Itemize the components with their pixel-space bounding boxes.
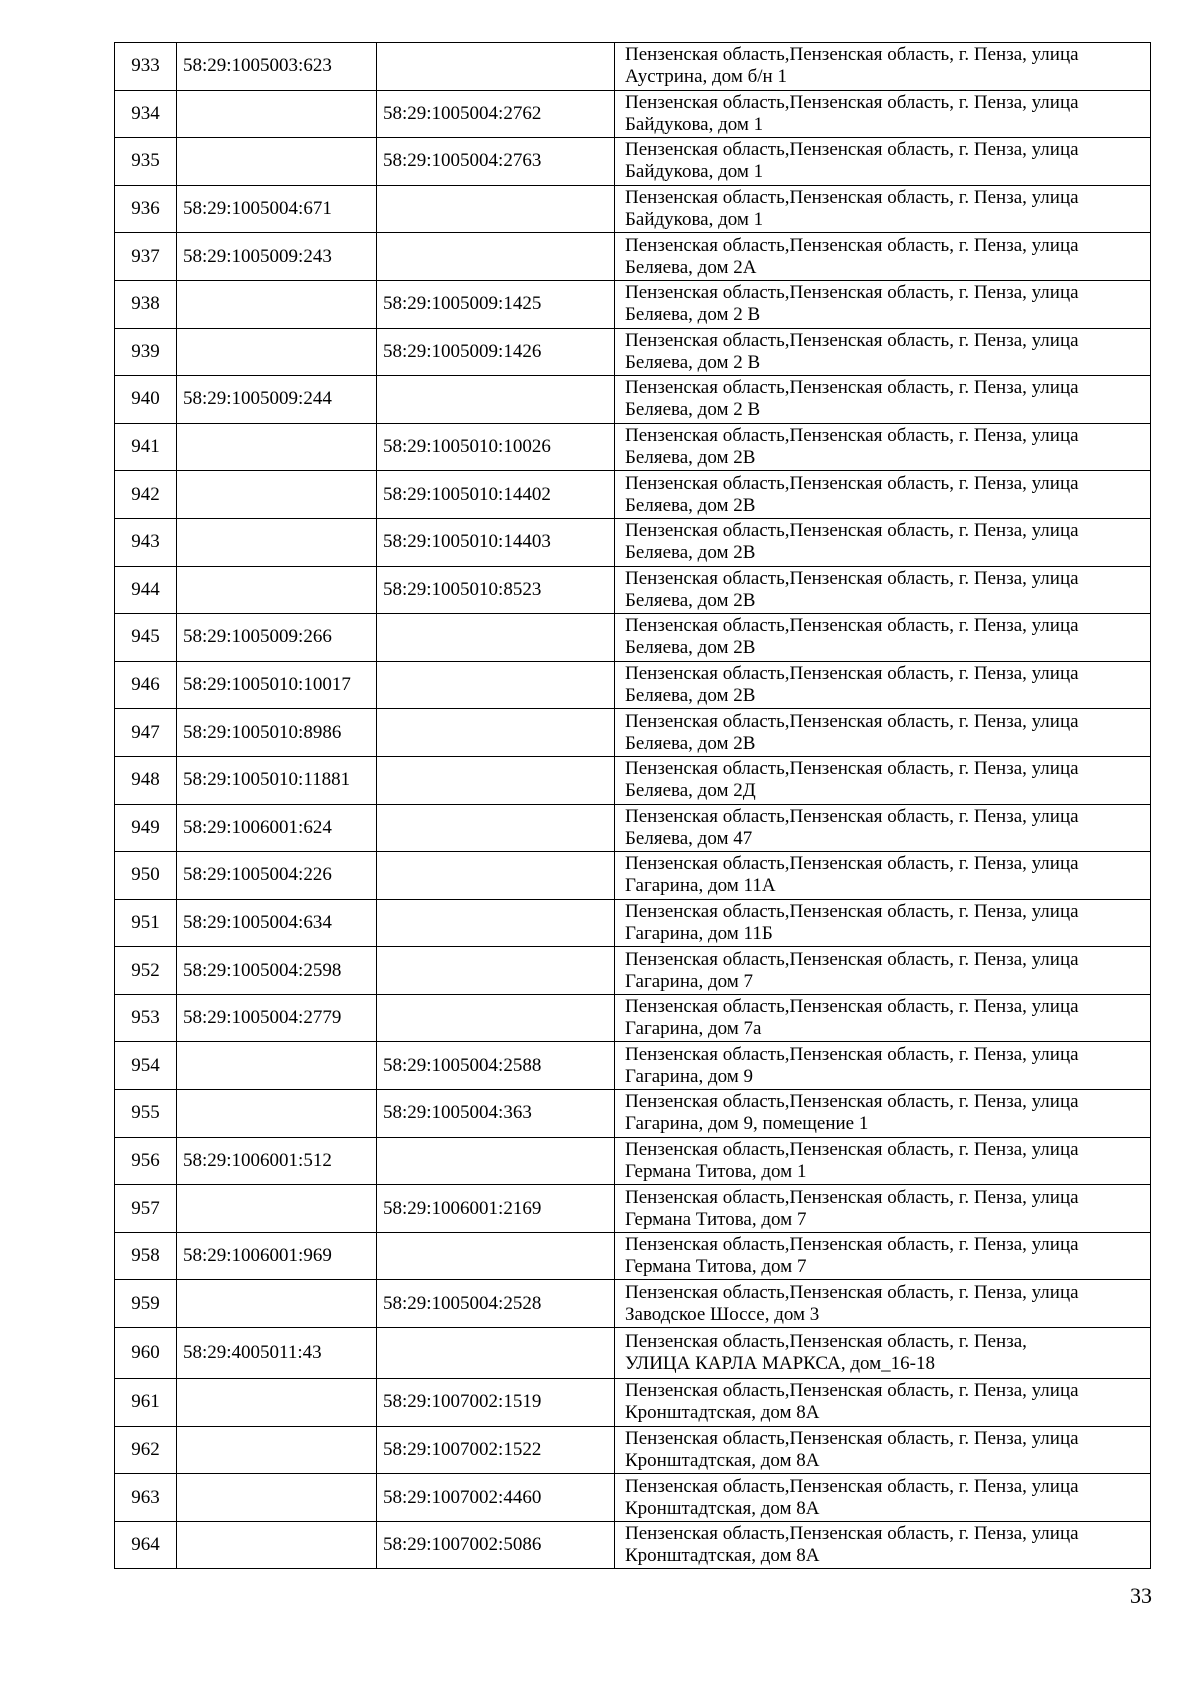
cadastral-number-a-cell: 58:29:1005009:244 xyxy=(177,376,377,424)
address-line-2: УЛИЦА КАРЛА МАРКСА, дом_16-18 xyxy=(625,1353,935,1375)
address-line-2: Беляева, дом 2В xyxy=(625,589,756,611)
address-cell xyxy=(615,138,1151,186)
address-line-2: Кронштадтская, дом 8А xyxy=(625,1402,820,1424)
cadastral-number-a-cell: 58:29:1006001:624 xyxy=(177,804,377,852)
cadastral-number-b-cell: 58:29:1006001:2169 xyxy=(377,1185,615,1233)
address-line-2: Германа Титова, дом 1 xyxy=(625,1160,807,1182)
address-cell xyxy=(615,1280,1151,1328)
address-cell xyxy=(615,185,1151,233)
address-cell xyxy=(615,43,1151,91)
address-line-2: Беляева, дом 2В xyxy=(625,542,756,564)
cadastral-number-a-cell xyxy=(177,566,377,614)
row-number-cell: 960 xyxy=(115,1328,177,1379)
address-cell xyxy=(615,1185,1151,1233)
address-line-2: Байдукова, дом 1 xyxy=(625,113,764,135)
address-cell xyxy=(615,376,1151,424)
address-line-2: Аустрина, дом б/н 1 xyxy=(625,66,787,88)
cadastral-number-a-cell xyxy=(177,1280,377,1328)
cadastral-number-b-cell xyxy=(377,661,615,709)
table-row xyxy=(115,804,1151,852)
address-line-2: Беляева, дом 2 В xyxy=(625,304,761,326)
cadastral-number-b-cell xyxy=(377,947,615,995)
row-number-cell: 957 xyxy=(115,1185,177,1233)
row-number-cell: 939 xyxy=(115,328,177,376)
cadastral-number-b-cell: 58:29:1005004:2763 xyxy=(377,138,615,186)
cadastral-number-a-cell: 58:29:1005004:2598 xyxy=(177,947,377,995)
cadastral-number-b-cell: 58:29:1007002:1522 xyxy=(377,1426,615,1474)
address-line-1: Пензенская область,Пензенская область, г. Пенза, улица xyxy=(625,44,1079,66)
address-cell xyxy=(615,899,1151,947)
cadastral-number-b-cell: 58:29:1005004:2588 xyxy=(377,1042,615,1090)
cadastral-number-a-cell: 58:29:1006001:512 xyxy=(177,1137,377,1185)
address-line-2: Германа Титова, дом 7 xyxy=(625,1256,807,1278)
table-row xyxy=(115,423,1151,471)
address-cell xyxy=(615,1426,1151,1474)
cadastral-number-b-cell: 58:29:1005010:14403 xyxy=(377,518,615,566)
cadastral-number-a-cell xyxy=(177,1474,377,1522)
table-row xyxy=(115,661,1151,709)
cadastral-number-a-cell xyxy=(177,138,377,186)
cadastral-number-a-cell xyxy=(177,1090,377,1138)
table-row xyxy=(115,185,1151,233)
cadastral-number-b-cell xyxy=(377,852,615,900)
cadastral-number-a-cell xyxy=(177,1521,377,1569)
table-row xyxy=(115,1474,1151,1522)
row-number-cell: 949 xyxy=(115,804,177,852)
table-row xyxy=(115,138,1151,186)
address-cell xyxy=(615,947,1151,995)
cadastral-number-b-cell xyxy=(377,614,615,662)
address-line-1: Пензенская область,Пензенская область, г. Пенза, улица xyxy=(625,567,1079,589)
cadastral-number-b-cell: 58:29:1005010:10026 xyxy=(377,423,615,471)
address-line-2: Беляева, дом 2В xyxy=(625,637,756,659)
cadastral-number-a-cell: 58:29:1005010:8986 xyxy=(177,709,377,757)
table-row xyxy=(115,328,1151,376)
address-cell xyxy=(615,756,1151,804)
cadastral-number-b-cell xyxy=(377,709,615,757)
address-line-1: Пензенская область,Пензенская область, г. Пенза, улица xyxy=(625,472,1079,494)
address-line-1: Пензенская область,Пензенская область, г. Пенза, улица xyxy=(625,1281,1079,1303)
cadastral-number-a-cell: 58:29:1005009:243 xyxy=(177,233,377,281)
address-cell xyxy=(615,852,1151,900)
address-line-1: Пензенская область,Пензенская область, г. Пенза, улица xyxy=(625,710,1079,732)
cadastral-number-a-cell: 58:29:1006001:969 xyxy=(177,1232,377,1280)
row-number-cell: 936 xyxy=(115,185,177,233)
row-number-cell: 937 xyxy=(115,233,177,281)
address-line-1: Пензенская область,Пензенская область, г. Пенза, улица xyxy=(625,900,1079,922)
address-line-2: Беляева, дом 2 В xyxy=(625,351,761,373)
table-row xyxy=(115,90,1151,138)
address-line-1: Пензенская область,Пензенская область, г. Пенза, улица xyxy=(625,1234,1079,1256)
table-row xyxy=(115,566,1151,614)
table-row xyxy=(115,1090,1151,1138)
address-line-2: Беляева, дом 2А xyxy=(625,256,757,278)
address-line-1: Пензенская область,Пензенская область, г. Пенза, улица xyxy=(625,996,1079,1018)
row-number-cell: 946 xyxy=(115,661,177,709)
address-cell xyxy=(615,1328,1151,1379)
cadastral-number-b-cell: 58:29:1005010:8523 xyxy=(377,566,615,614)
row-number-cell: 941 xyxy=(115,423,177,471)
cadastral-number-b-cell: 58:29:1007002:1519 xyxy=(377,1379,615,1427)
cadastral-number-b-cell xyxy=(377,1232,615,1280)
table-row xyxy=(115,280,1151,328)
address-line-2: Беляева, дом 2В xyxy=(625,494,756,516)
address-cell xyxy=(615,423,1151,471)
address-line-2: Гагарина, дом 9, помещение 1 xyxy=(625,1113,869,1135)
cadastral-number-b-cell xyxy=(377,185,615,233)
cadastral-number-b-cell: 58:29:1005004:2762 xyxy=(377,90,615,138)
cadastral-number-b-cell: 58:29:1007002:4460 xyxy=(377,1474,615,1522)
row-number-cell: 956 xyxy=(115,1137,177,1185)
cadastral-number-a-cell xyxy=(177,280,377,328)
address-line-2: Гагарина, дом 9 xyxy=(625,1065,754,1087)
address-line-2: Беляева, дом 2В xyxy=(625,447,756,469)
address-line-2: Беляева, дом 47 xyxy=(625,827,753,849)
table-row xyxy=(115,947,1151,995)
address-line-2: Байдукова, дом 1 xyxy=(625,209,764,231)
table-row xyxy=(115,1042,1151,1090)
row-number-cell: 953 xyxy=(115,994,177,1042)
address-cell xyxy=(615,1137,1151,1185)
cadastral-number-a-cell: 58:29:1005004:671 xyxy=(177,185,377,233)
cadastral-number-b-cell: 58:29:1005009:1426 xyxy=(377,328,615,376)
address-line-1: Пензенская область,Пензенская область, г. Пенза, улица xyxy=(625,1043,1079,1065)
row-number-cell: 959 xyxy=(115,1280,177,1328)
table-row xyxy=(115,43,1151,91)
cadastral-number-b-cell xyxy=(377,233,615,281)
table-row xyxy=(115,1185,1151,1233)
address-cell xyxy=(615,1379,1151,1427)
address-line-1: Пензенская область,Пензенская область, г. Пенза, улица xyxy=(625,282,1079,304)
table-row xyxy=(115,709,1151,757)
registry-table-body xyxy=(115,43,1151,1569)
cadastral-number-a-cell xyxy=(177,518,377,566)
address-line-1: Пензенская область,Пензенская область, г. Пенза, улица xyxy=(625,1427,1079,1449)
table-row xyxy=(115,1521,1151,1569)
address-cell xyxy=(615,90,1151,138)
table-row xyxy=(115,1426,1151,1474)
address-cell xyxy=(615,1042,1151,1090)
address-cell xyxy=(615,566,1151,614)
address-cell xyxy=(615,804,1151,852)
address-line-2: Беляева, дом 2В xyxy=(625,685,756,707)
table-row xyxy=(115,376,1151,424)
table-row xyxy=(115,756,1151,804)
address-cell xyxy=(615,518,1151,566)
cadastral-number-a-cell: 58:29:1005004:226 xyxy=(177,852,377,900)
cadastral-number-a-cell xyxy=(177,1379,377,1427)
cadastral-number-a-cell xyxy=(177,471,377,519)
address-line-2: Гагарина, дом 11А xyxy=(625,875,776,897)
cadastral-number-a-cell: 58:29:1005003:623 xyxy=(177,43,377,91)
row-number-cell: 954 xyxy=(115,1042,177,1090)
row-number-cell: 964 xyxy=(115,1521,177,1569)
address-line-2: Гагарина, дом 11Б xyxy=(625,922,773,944)
row-number-cell: 944 xyxy=(115,566,177,614)
address-cell xyxy=(615,1232,1151,1280)
cadastral-number-b-cell xyxy=(377,1137,615,1185)
address-cell xyxy=(615,471,1151,519)
row-number-cell: 962 xyxy=(115,1426,177,1474)
row-number-cell: 940 xyxy=(115,376,177,424)
row-number-cell: 942 xyxy=(115,471,177,519)
cadastral-number-b-cell: 58:29:1005010:14402 xyxy=(377,471,615,519)
address-line-1: Пензенская область,Пензенская область, г. Пенза, улица xyxy=(625,1186,1079,1208)
address-line-1: Пензенская область,Пензенская область, г. Пенза, улица xyxy=(625,758,1079,780)
address-line-1: Пензенская область,Пензенская область, г. Пенза, улица xyxy=(625,520,1079,542)
registry-table xyxy=(114,42,1151,1569)
row-number-cell: 933 xyxy=(115,43,177,91)
address-cell xyxy=(615,1521,1151,1569)
cadastral-number-b-cell xyxy=(377,43,615,91)
address-line-2: Кронштадтская, дом 8А xyxy=(625,1497,820,1519)
address-line-1: Пензенская область,Пензенская область, г. Пенза, улица xyxy=(625,329,1079,351)
address-line-1: Пензенская область,Пензенская область, г. Пенза, xyxy=(625,1331,1027,1353)
address-line-2: Заводское Шоссе, дом 3 xyxy=(625,1303,820,1325)
cadastral-number-b-cell xyxy=(377,1328,615,1379)
cadastral-number-a-cell xyxy=(177,328,377,376)
address-cell xyxy=(615,328,1151,376)
page-number: 33 xyxy=(1130,1583,1152,1608)
address-line-2: Беляева, дом 2В xyxy=(625,732,756,754)
cadastral-number-b-cell xyxy=(377,804,615,852)
address-line-1: Пензенская область,Пензенская область, г. Пенза, улица xyxy=(625,853,1079,875)
cadastral-number-b-cell xyxy=(377,994,615,1042)
table-row xyxy=(115,471,1151,519)
row-number-cell: 943 xyxy=(115,518,177,566)
row-number-cell: 955 xyxy=(115,1090,177,1138)
address-cell xyxy=(615,1090,1151,1138)
cadastral-number-b-cell: 58:29:1005004:2528 xyxy=(377,1280,615,1328)
table-row xyxy=(115,994,1151,1042)
cadastral-number-b-cell: 58:29:1005004:363 xyxy=(377,1090,615,1138)
cadastral-number-a-cell: 58:29:1005009:266 xyxy=(177,614,377,662)
cadastral-number-a-cell xyxy=(177,1185,377,1233)
cadastral-number-b-cell: 58:29:1005009:1425 xyxy=(377,280,615,328)
row-number-cell: 961 xyxy=(115,1379,177,1427)
address-line-1: Пензенская область,Пензенская область, г. Пенза, улица xyxy=(625,1380,1079,1402)
row-number-cell: 945 xyxy=(115,614,177,662)
address-line-1: Пензенская область,Пензенская область, г. Пенза, улица xyxy=(625,139,1079,161)
address-cell xyxy=(615,661,1151,709)
address-line-1: Пензенская область,Пензенская область, г. Пенза, улица xyxy=(625,1091,1079,1113)
cadastral-number-b-cell xyxy=(377,376,615,424)
row-number-cell: 950 xyxy=(115,852,177,900)
row-number-cell: 935 xyxy=(115,138,177,186)
cadastral-number-a-cell xyxy=(177,423,377,471)
address-line-2: Кронштадтская, дом 8А xyxy=(625,1545,820,1567)
address-line-1: Пензенская область,Пензенская область, г. Пенза, улица xyxy=(625,948,1079,970)
table-row xyxy=(115,233,1151,281)
table-row xyxy=(115,1137,1151,1185)
address-line-2: Гагарина, дом 7а xyxy=(625,1018,762,1040)
cadastral-number-a-cell xyxy=(177,90,377,138)
table-row xyxy=(115,1280,1151,1328)
cadastral-number-b-cell: 58:29:1007002:5086 xyxy=(377,1521,615,1569)
address-cell xyxy=(615,280,1151,328)
table-row xyxy=(115,518,1151,566)
address-line-1: Пензенская область,Пензенская область, г. Пенза, улица xyxy=(625,615,1079,637)
cadastral-number-a-cell xyxy=(177,1042,377,1090)
address-line-2: Гагарина, дом 7 xyxy=(625,970,754,992)
table-row xyxy=(115,899,1151,947)
address-line-1: Пензенская область,Пензенская область, г. Пенза, улица xyxy=(625,234,1079,256)
table-row xyxy=(115,852,1151,900)
address-line-1: Пензенская область,Пензенская область, г. Пенза, улица xyxy=(625,425,1079,447)
address-cell xyxy=(615,994,1151,1042)
address-line-1: Пензенская область,Пензенская область, г. Пенза, улица xyxy=(625,1523,1079,1545)
cadastral-number-a-cell: 58:29:1005004:2779 xyxy=(177,994,377,1042)
cadastral-number-a-cell: 58:29:1005010:11881 xyxy=(177,756,377,804)
row-number-cell: 947 xyxy=(115,709,177,757)
cadastral-number-a-cell: 58:29:4005011:43 xyxy=(177,1328,377,1379)
address-line-1: Пензенская область,Пензенская область, г. Пенза, улица xyxy=(625,1475,1079,1497)
row-number-cell: 958 xyxy=(115,1232,177,1280)
row-number-cell: 938 xyxy=(115,280,177,328)
cadastral-number-b-cell xyxy=(377,756,615,804)
address-cell xyxy=(615,233,1151,281)
cadastral-number-b-cell xyxy=(377,899,615,947)
row-number-cell: 934 xyxy=(115,90,177,138)
address-line-1: Пензенская область,Пензенская область, г. Пенза, улица xyxy=(625,187,1079,209)
table-row xyxy=(115,1379,1151,1427)
address-line-1: Пензенская область,Пензенская область, г. Пенза, улица xyxy=(625,663,1079,685)
address-line-2: Германа Титова, дом 7 xyxy=(625,1208,807,1230)
address-line-2: Беляева, дом 2 В xyxy=(625,399,761,421)
address-cell xyxy=(615,709,1151,757)
address-line-1: Пензенская область,Пензенская область, г. Пенза, улица xyxy=(625,91,1079,113)
cadastral-number-a-cell: 58:29:1005004:634 xyxy=(177,899,377,947)
address-line-1: Пензенская область,Пензенская область, г. Пенза, улица xyxy=(625,1138,1079,1160)
address-cell xyxy=(615,614,1151,662)
row-number-cell: 948 xyxy=(115,756,177,804)
row-number-cell: 951 xyxy=(115,899,177,947)
row-number-cell: 963 xyxy=(115,1474,177,1522)
cadastral-number-a-cell xyxy=(177,1426,377,1474)
address-line-1: Пензенская область,Пензенская область, г. Пенза, улица xyxy=(625,377,1079,399)
table-row xyxy=(115,1232,1151,1280)
cadastral-number-a-cell: 58:29:1005010:10017 xyxy=(177,661,377,709)
address-line-2: Беляева, дом 2Д xyxy=(625,780,756,802)
table-row xyxy=(115,614,1151,662)
address-line-2: Байдукова, дом 1 xyxy=(625,161,764,183)
address-line-1: Пензенская область,Пензенская область, г. Пенза, улица xyxy=(625,805,1079,827)
table-row xyxy=(115,1328,1151,1379)
address-line-2: Кронштадтская, дом 8А xyxy=(625,1449,820,1471)
address-cell xyxy=(615,1474,1151,1522)
row-number-cell: 952 xyxy=(115,947,177,995)
